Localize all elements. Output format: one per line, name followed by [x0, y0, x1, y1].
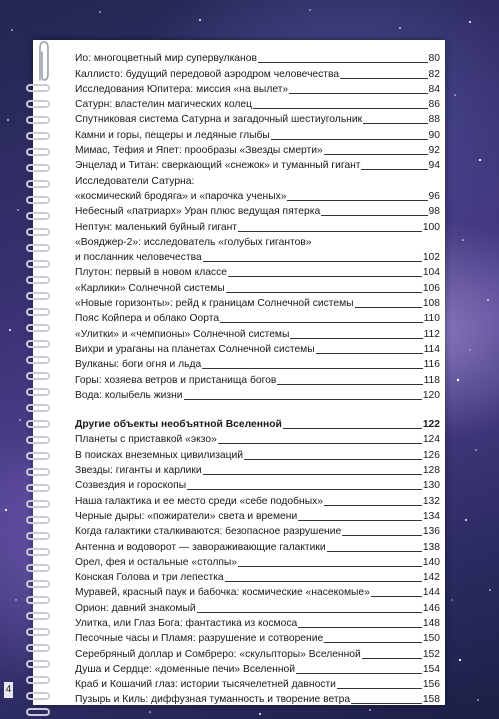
toc-entry-page: 128 — [422, 465, 440, 477]
toc-entry — [75, 599, 440, 614]
toc-entry-title: «Улитки» и «чемпионы» Солнечной системы — [75, 328, 290, 340]
toc-leader-line — [324, 154, 428, 155]
toc-entry-title: Ио: многоцветный мир супервулканов — [75, 53, 257, 65]
binding-ring — [26, 484, 50, 492]
section-gap — [75, 402, 440, 416]
toc-leader-line — [296, 673, 422, 674]
toc-leader-line — [228, 276, 422, 277]
binding-ring — [26, 244, 50, 252]
toc-entry-title: Антенна и водоворот — завораживающие галактики — [75, 541, 326, 553]
toc-entry — [75, 203, 440, 218]
toc-leader-line — [316, 353, 423, 354]
toc-entry — [75, 96, 440, 111]
binding-ring — [26, 404, 50, 412]
binding-ring — [26, 548, 50, 556]
binding-ring — [26, 356, 50, 364]
binding-ring — [26, 580, 50, 588]
toc-leader-line — [298, 520, 422, 521]
toc-entry-page: 92 — [428, 145, 440, 157]
toc-leader-line — [327, 551, 422, 552]
toc-entry — [75, 325, 440, 340]
toc-entry-page: 132 — [422, 495, 440, 507]
toc-leader-line — [342, 535, 422, 536]
toc-leader-line — [238, 231, 422, 232]
toc-entry-page: 108 — [422, 298, 440, 310]
toc-section-heading — [75, 416, 440, 431]
toc-leader-line — [355, 307, 422, 308]
toc-entry-title: Каллисто: будущий передовой аэродром человечества — [75, 68, 340, 80]
toc-entry — [75, 371, 440, 386]
toc-entry-page: 134 — [422, 510, 440, 522]
toc-leader-line — [218, 443, 422, 444]
binding-ring — [26, 180, 50, 188]
toc-entry — [75, 249, 440, 264]
toc-entry-title: и посланник человечества — [75, 252, 202, 264]
toc-leader-line — [187, 489, 422, 490]
toc-entry-page: 154 — [422, 663, 440, 675]
toc-entry — [75, 126, 440, 141]
toc-leader-line — [220, 322, 422, 323]
toc-leader-line — [203, 261, 422, 262]
toc-entry-title: Вода: колыбель жизни — [75, 389, 183, 401]
binding-ring — [26, 116, 50, 124]
toc-entry — [75, 676, 440, 691]
toc-entry — [75, 341, 440, 356]
binding-ring — [26, 308, 50, 316]
binding-ring — [26, 644, 50, 652]
toc-entry — [75, 661, 440, 676]
toc-leader-line — [287, 200, 427, 201]
toc-entry — [75, 234, 440, 249]
toc-entry-title: Вихри и ураганы на планетах Солнечной системы — [75, 343, 315, 355]
toc-entry — [75, 264, 440, 279]
toc-entry-page: 150 — [422, 633, 440, 645]
toc-entry — [75, 81, 440, 96]
toc-entry-title: Конская Голова и три лепестка — [75, 572, 224, 584]
toc-entry-title: Камни и горы, пещеры и ледяные глыбы — [75, 129, 270, 141]
toc-entry — [75, 279, 440, 294]
binding-ring — [26, 500, 50, 508]
toc-entry-page: 136 — [422, 526, 440, 538]
toc-leader-line — [340, 78, 427, 79]
toc-entry-title: «Новые горизонты»: рейд к границам Солнечной системы — [75, 298, 354, 310]
toc-entry-title: Горы: хозяева ветров и пристанища богов — [75, 374, 277, 386]
toc-entry-page: 106 — [422, 282, 440, 294]
toc-leader-line — [351, 703, 422, 704]
toc-entry-page: 96 — [428, 190, 440, 202]
toc-entry — [75, 188, 440, 203]
spiral-binding — [26, 44, 52, 684]
toc-entry-title: Нептун: маленький буйный гигант — [75, 221, 238, 233]
toc-entry-page: 156 — [422, 679, 440, 691]
toc-entry-page: 82 — [428, 68, 440, 80]
toc-entry-title: Энцелад и Титан: сверкающий «снежок» и туманный гигант — [75, 160, 361, 172]
toc-entry — [75, 295, 440, 310]
binding-ring — [26, 292, 50, 300]
toc-leader-line — [290, 338, 422, 339]
toc-leader-line — [225, 581, 422, 582]
page-number: 4 — [4, 682, 13, 698]
toc-entry-title: Когда галактики сталкиваются: безопасное разрушение — [75, 526, 342, 538]
binding-ring — [26, 340, 50, 348]
toc-leader-line — [238, 566, 422, 567]
toc-entry — [75, 431, 440, 446]
toc-entry-title: Звезды: гиганты и карлики — [75, 465, 202, 477]
toc-entry-title: Спутниковая система Сатурна и загадочный шестиугольник — [75, 114, 363, 126]
toc-leader-line — [321, 215, 427, 216]
binding-ring — [26, 420, 50, 428]
toc-leader-line — [289, 93, 427, 94]
toc-leader-line — [271, 139, 428, 140]
toc-entry-title: Пузырь и Киль: диффузная туманность и творение ветра — [75, 694, 351, 706]
toc-entry-page: 146 — [422, 602, 440, 614]
binding-ring — [26, 532, 50, 540]
toc-entry — [75, 65, 440, 80]
toc-leader-line — [324, 505, 422, 506]
toc-entry — [75, 111, 440, 126]
binding-ring — [26, 628, 50, 636]
toc-entry-page: 94 — [428, 160, 440, 172]
binding-ring — [26, 132, 50, 140]
toc-entry — [75, 508, 440, 523]
toc-entry-title: «Карлики» Солнечной системы — [75, 282, 225, 294]
toc-entry-title: Орион: давний знакомый — [75, 602, 196, 614]
toc-entry-page: 114 — [423, 343, 440, 355]
toc-entry — [75, 157, 440, 172]
toc-entry — [75, 630, 440, 645]
binding-ring — [26, 212, 50, 220]
toc-entry-page: 102 — [422, 252, 440, 264]
binding-ring — [26, 196, 50, 204]
binding-ring — [26, 148, 50, 156]
toc-entry-page: 88 — [428, 114, 440, 126]
toc-entry — [75, 523, 440, 538]
toc-entry-page: 112 — [423, 328, 440, 340]
toc-entry-page: 120 — [422, 389, 440, 401]
toc-entry-title: Плутон: первый в новом классе — [75, 267, 227, 279]
binding-ring — [26, 452, 50, 460]
toc-entry-title: Серебряный доллар и Сомбреро: «скульпторы» Вселенной — [75, 648, 361, 660]
binding-ring — [26, 596, 50, 604]
binding-ring — [26, 708, 50, 716]
toc-entry — [75, 584, 440, 599]
toc-entry-title: Планеты с приставкой «экзо» — [75, 434, 217, 446]
toc-entry — [75, 310, 440, 325]
toc-leader-line — [361, 169, 427, 170]
toc-entry-title: Мимас, Тефия и Япет: прообразы «Звезды смерти» — [75, 145, 323, 157]
toc-entry-title: Созвездия и гороскопы — [75, 480, 187, 492]
toc-leader-line — [202, 368, 422, 369]
toc-leader-line — [184, 399, 422, 400]
binding-ring — [26, 676, 50, 684]
toc-entry-page: 140 — [422, 556, 440, 568]
binding-ring — [26, 468, 50, 476]
toc-entry-title: «космический бродяга» и «парочка ученых» — [75, 190, 287, 202]
toc-entry — [75, 387, 440, 402]
binding-ring — [26, 84, 50, 92]
toc-entry — [75, 446, 440, 461]
toc-entry — [75, 492, 440, 507]
toc-entry-page: 144 — [422, 587, 440, 599]
toc-entry — [75, 477, 440, 492]
toc-entry-page: 126 — [422, 449, 440, 461]
toc-entry-title: Пояс Койпера и облако Оорта — [75, 313, 220, 325]
toc-entry-page: 104 — [422, 267, 440, 279]
toc-entry-title: «Вояджер-2»: исследователь «голубых гигантов» — [75, 236, 312, 248]
toc-entry-page: 138 — [422, 541, 440, 553]
toc-entry-title: Другие объекты необъятной Вселенной — [75, 419, 282, 431]
binding-ring — [26, 388, 50, 396]
toc-entry-title: Душа и Сердце: «доменные печи» Вселенной — [75, 663, 295, 675]
toc-entry-page: 116 — [423, 359, 440, 371]
binding-ring — [26, 100, 50, 108]
toc-entry-page: 118 — [423, 374, 440, 386]
binding-ring — [26, 228, 50, 236]
toc-entry — [75, 691, 440, 706]
toc-entry — [75, 356, 440, 371]
toc-entry-title: В поисках внеземных цивилизаций — [75, 449, 244, 461]
toc-entry-page: 158 — [422, 694, 440, 706]
toc-entry-page: 100 — [422, 221, 440, 233]
binding-ring — [26, 324, 50, 332]
toc-entry-title: Черные дыры: «пожиратели» света и времени — [75, 510, 298, 522]
toc-entry — [75, 645, 440, 660]
toc-entry-title: Наша галактика и ее место среди «себе подобных» — [75, 495, 323, 507]
toc-leader-line — [298, 627, 422, 628]
toc-entry-title: Муравей, красный паук и бабочка: космические «насекомые» — [75, 587, 370, 599]
toc-entry-page: 130 — [422, 480, 440, 492]
binding-ring — [26, 276, 50, 284]
toc-entry-page: 152 — [422, 648, 440, 660]
toc-leader-line — [258, 62, 428, 63]
binding-ring — [26, 372, 50, 380]
paperclip-icon — [36, 40, 50, 84]
toc-entry — [75, 50, 440, 65]
binding-ring — [26, 436, 50, 444]
toc-entry-page: 80 — [428, 53, 440, 65]
toc-entry-page: 142 — [422, 572, 440, 584]
toc-entry-page: 124 — [422, 434, 440, 446]
toc-entry-title: Исследователи Сатурна: — [75, 175, 195, 187]
toc-entry-page: 98 — [428, 206, 440, 218]
toc-entry — [75, 462, 440, 477]
toc-leader-line — [226, 292, 422, 293]
toc-entry-title: Небесный «патриарх» Уран плюс ведущая пятерка — [75, 206, 321, 218]
toc-leader-line — [363, 123, 427, 124]
binding-ring — [26, 516, 50, 524]
toc-entry-page: 84 — [428, 83, 440, 95]
toc-leader-line — [277, 384, 422, 385]
toc-leader-line — [283, 428, 422, 429]
binding-ring — [26, 692, 50, 700]
table-of-contents — [75, 50, 440, 706]
toc-entry — [75, 569, 440, 584]
toc-entry-title: Краб и Кошачий глаз: истории тысячелетней давности — [75, 679, 336, 691]
toc-entry-title: Улитка, или Глаз Бога: фантастика из космоса — [75, 617, 298, 629]
toc-entry — [75, 142, 440, 157]
toc-entry — [75, 615, 440, 630]
toc-entry — [75, 554, 440, 569]
toc-leader-line — [253, 108, 427, 109]
toc-entry-page: 110 — [423, 313, 440, 325]
toc-entry-page: 86 — [428, 99, 440, 111]
binding-ring — [26, 260, 50, 268]
toc-entry-title: Вулканы: боги огня и льда — [75, 359, 202, 371]
toc-entry — [75, 538, 440, 553]
toc-leader-line — [362, 658, 422, 659]
toc-leader-line — [197, 612, 422, 613]
toc-leader-line — [244, 459, 422, 460]
binding-ring — [26, 164, 50, 172]
toc-entry-page: 90 — [428, 129, 440, 141]
toc-entry — [75, 218, 440, 233]
toc-entry-page: 122 — [422, 419, 440, 431]
toc-entry-title: Сатурн: властелин магических колец — [75, 99, 253, 111]
toc-entry — [75, 172, 440, 187]
toc-entry-page: 148 — [422, 617, 440, 629]
binding-ring — [26, 612, 50, 620]
toc-leader-line — [371, 596, 422, 597]
toc-leader-line — [324, 642, 422, 643]
binding-ring — [26, 564, 50, 572]
binding-ring — [26, 660, 50, 668]
toc-entry-title: Исследования Юпитера: миссия «на вылет» — [75, 83, 289, 95]
toc-entry-title: Орел, фея и остальные «столпы» — [75, 556, 238, 568]
toc-leader-line — [337, 688, 422, 689]
toc-leader-line — [203, 474, 422, 475]
toc-entry-title: Песочные часы и Пламя: разрушение и сотворение — [75, 633, 324, 645]
